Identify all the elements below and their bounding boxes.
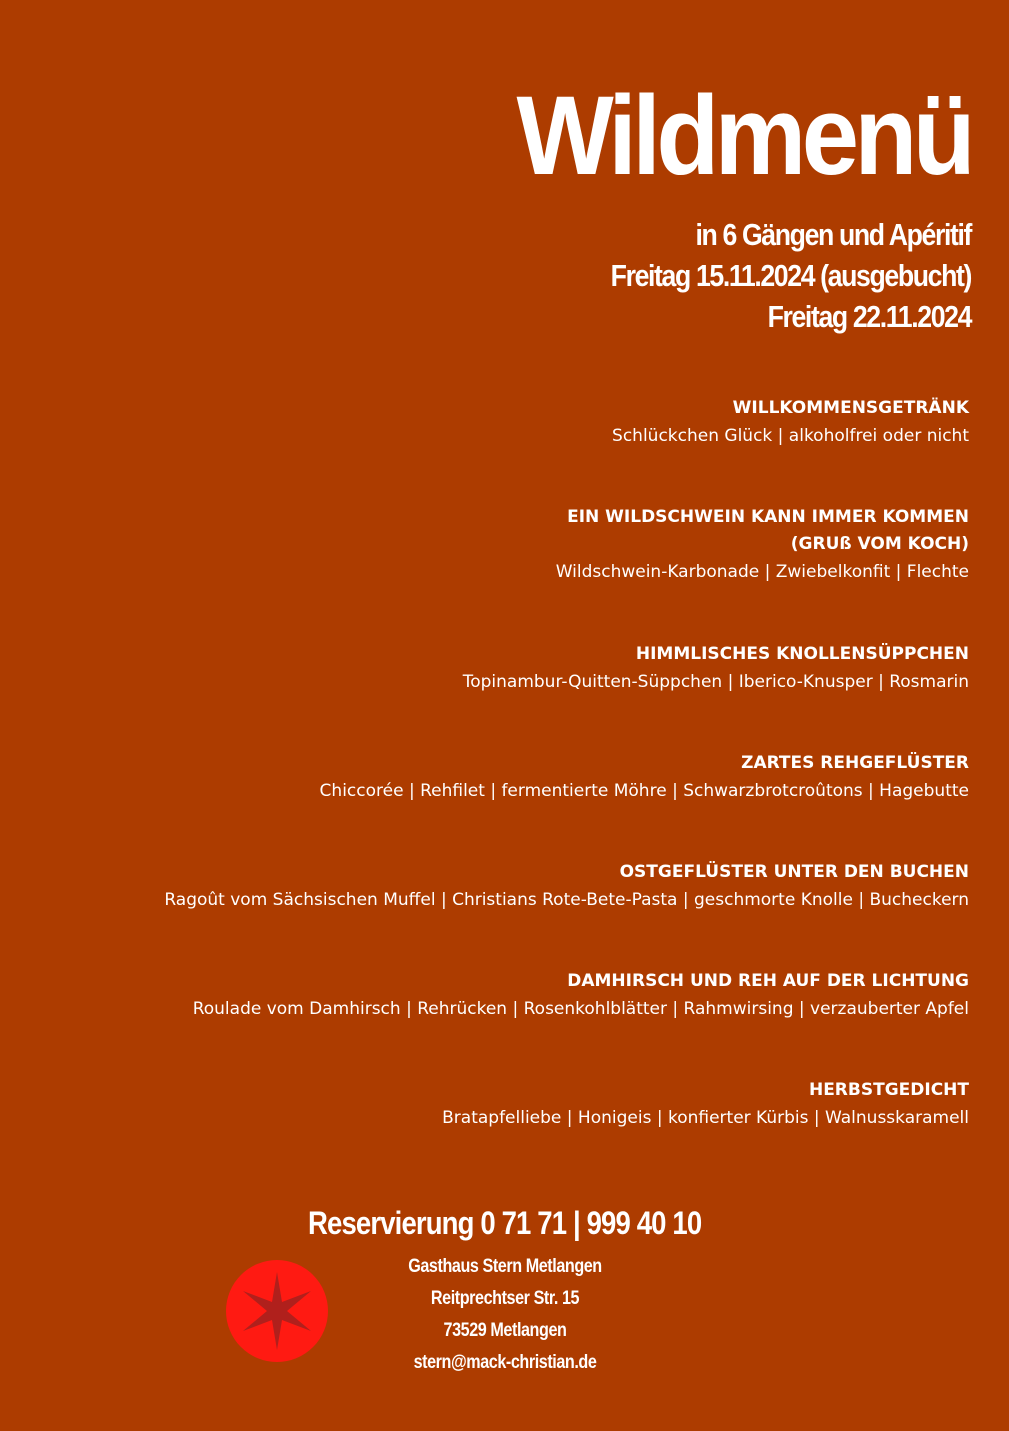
street-address: Reitprechtser Str. 15 bbox=[430, 1288, 580, 1309]
course-item bbox=[29, 395, 969, 504]
course-item bbox=[29, 968, 969, 1077]
course-name-line-2: (GRUß VOM KOCH) bbox=[790, 534, 969, 554]
subtitle-courses: in 6 Gängen und Apéritif bbox=[695, 217, 971, 252]
subtitle-date-2: Freitag 22.11.2024 bbox=[767, 299, 971, 334]
menu-title: Wildmenü bbox=[516, 73, 971, 198]
course-item bbox=[29, 1077, 969, 1186]
course-name: EIN WILDSCHWEIN KANN IMMER KOMMEN bbox=[567, 507, 969, 527]
subtitle-date-1: Freitag 15.11.2024 (ausgebucht) bbox=[610, 258, 971, 293]
course-description: Roulade vom Damhirsch | Rehrücken | Rosenkohlblätter | Rahmwirsing | verzauberter Apfel bbox=[192, 999, 969, 1019]
course-list bbox=[29, 395, 969, 1186]
star-logo-icon bbox=[226, 1260, 328, 1362]
course-item bbox=[29, 504, 969, 641]
reservation-line bbox=[0, 1201, 1009, 1245]
menu-subtitle bbox=[611, 214, 971, 337]
course-name: OSTGEFLÜSTER UNTER DEN BUCHEN bbox=[619, 862, 969, 882]
course-name: HERBSTGEDICHT bbox=[808, 1080, 969, 1100]
course-item bbox=[29, 750, 969, 859]
course-name: DAMHIRSCH UND REH AUF DER LICHTUNG bbox=[567, 971, 969, 991]
course-description: Chiccorée | Rehfilet | fermentierte Möhre | Schwarzbrotcroûtons | Hagebutte bbox=[319, 781, 969, 801]
reservation-phone: Reservierung 0 71 71 | 999 40 10 bbox=[307, 1205, 702, 1241]
postal-city: 73529 Metlangen bbox=[443, 1320, 567, 1341]
email-link[interactable]: stern@mack-christian.de bbox=[413, 1352, 597, 1373]
course-description: Bratapfelliebe | Honigeis | konfierter Kürbis | Walnusskaramell bbox=[442, 1108, 969, 1128]
course-name: ZARTES REHGEFLÜSTER bbox=[741, 753, 969, 773]
course-description: Schlückchen Glück | alkoholfrei oder nicht bbox=[612, 426, 969, 446]
course-item bbox=[29, 859, 969, 968]
course-description: Ragoût vom Sächsischen Muffel | Christians Rote-Bete-Pasta | geschmorte Knolle | Bucheckern bbox=[164, 890, 969, 910]
course-item bbox=[29, 641, 969, 750]
course-description: Topinambur-Quitten-Süppchen | Iberico-Knusper | Rosmarin bbox=[462, 672, 969, 692]
course-name: HIMMLISCHES KNOLLENSÜPPCHEN bbox=[635, 644, 969, 664]
restaurant-name: Gasthaus Stern Metlangen bbox=[408, 1256, 602, 1277]
course-description: Wildschwein-Karbonade | Zwiebelkonfit | Flechte bbox=[555, 562, 969, 582]
course-name: WILLKOMMENSGETRÄNK bbox=[732, 398, 969, 418]
